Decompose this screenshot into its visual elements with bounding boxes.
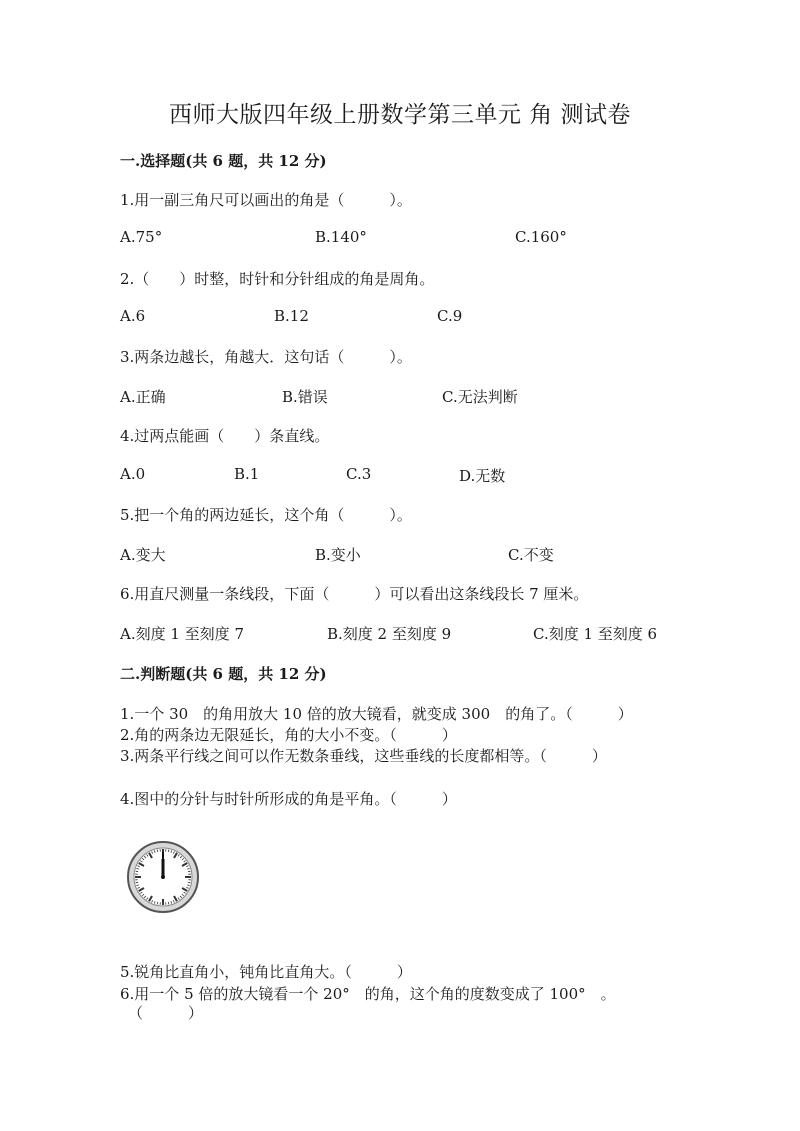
judgment-item-6-brackets: （ ） xyxy=(128,1004,204,1022)
q3-option-b[interactable]: B.错误 xyxy=(282,388,328,406)
q4-option-c[interactable]: C.3 xyxy=(346,465,372,483)
choice-question-1: 1.用一副三角尺可以画出的角是（ ）。 xyxy=(120,191,412,209)
q4-option-b[interactable]: B.1 xyxy=(234,465,260,483)
q2-option-b[interactable]: B.12 xyxy=(274,307,309,325)
section-heading-judgment: 二.判断题(共 6 题，共 12 分) xyxy=(120,665,327,683)
clock-tick xyxy=(168,850,169,852)
q5-option-b[interactable]: B.变小 xyxy=(315,546,361,564)
q6-option-a[interactable]: A.刻度 1 至刻度 7 xyxy=(120,625,244,643)
choice-question-5: 5.把一个角的两边延长，这个角（ ）。 xyxy=(120,506,412,524)
q2-option-a[interactable]: A.6 xyxy=(120,307,146,325)
section-heading-choice: 一.选择题(共 6 题，共 12 分) xyxy=(120,152,327,170)
q4-option-a[interactable]: A.0 xyxy=(120,465,146,483)
clock-tick xyxy=(136,871,138,872)
q1-option-c[interactable]: C.160° xyxy=(515,228,567,246)
choice-question-4: 4.过两点能画（ ）条直线。 xyxy=(120,427,330,445)
clock-tick xyxy=(188,871,190,872)
page-title: 西师大版四年级上册数学第三单元 角 测试卷 xyxy=(168,102,632,128)
q5-option-c[interactable]: C.不变 xyxy=(508,546,554,564)
judgment-item-4: 4.图中的分针与时针所形成的角是平角。（ ） xyxy=(120,790,457,808)
q1-option-b[interactable]: B.140° xyxy=(315,228,367,246)
judgment-item-1: 1.一个 30 的角用放大 10 倍的放大镜看，就变成 300 的角了。（ ） xyxy=(120,705,633,723)
judgment-item-6: 6.用一个 5 倍的放大镜看一个 20° 的角，这个角的度数变成了 100° 。 xyxy=(120,985,616,1003)
q4-option-d[interactable]: D.无数 xyxy=(459,467,506,485)
choice-question-2: 2.（ ）时整，时针和分针组成的角是周角。 xyxy=(120,270,435,288)
clock-tick xyxy=(168,902,169,904)
q1-option-a[interactable]: A.75° xyxy=(120,228,163,246)
q3-option-c[interactable]: C.无法判断 xyxy=(442,388,518,406)
clock-tick xyxy=(157,850,158,852)
q3-option-a[interactable]: A.正确 xyxy=(120,388,166,406)
clock-tick xyxy=(188,882,190,883)
clock-tick xyxy=(157,902,158,904)
q6-option-b[interactable]: B.刻度 2 至刻度 9 xyxy=(327,625,452,643)
clock-icon xyxy=(126,840,200,914)
clock-tick xyxy=(136,882,138,883)
choice-question-6: 6.用直尺测量一条线段，下面（ ）可以看出这条线段长 7 厘米。 xyxy=(120,585,589,603)
judgment-item-5: 5.锐角比直角小，钝角比直角大。（ ） xyxy=(120,963,412,981)
judgment-item-3: 3.两条平行线之间可以作无数条垂线，这些垂线的长度都相等。（ ） xyxy=(120,747,607,765)
q6-option-c[interactable]: C.刻度 1 至刻度 6 xyxy=(533,625,658,643)
choice-question-3: 3.两条边越长，角越大．这句话（ ）。 xyxy=(120,348,412,366)
q5-option-a[interactable]: A.变大 xyxy=(120,546,166,564)
judgment-item-2: 2.角的两条边无限延长，角的大小不变。（ ） xyxy=(120,726,457,744)
q2-option-c[interactable]: C.9 xyxy=(437,307,463,325)
